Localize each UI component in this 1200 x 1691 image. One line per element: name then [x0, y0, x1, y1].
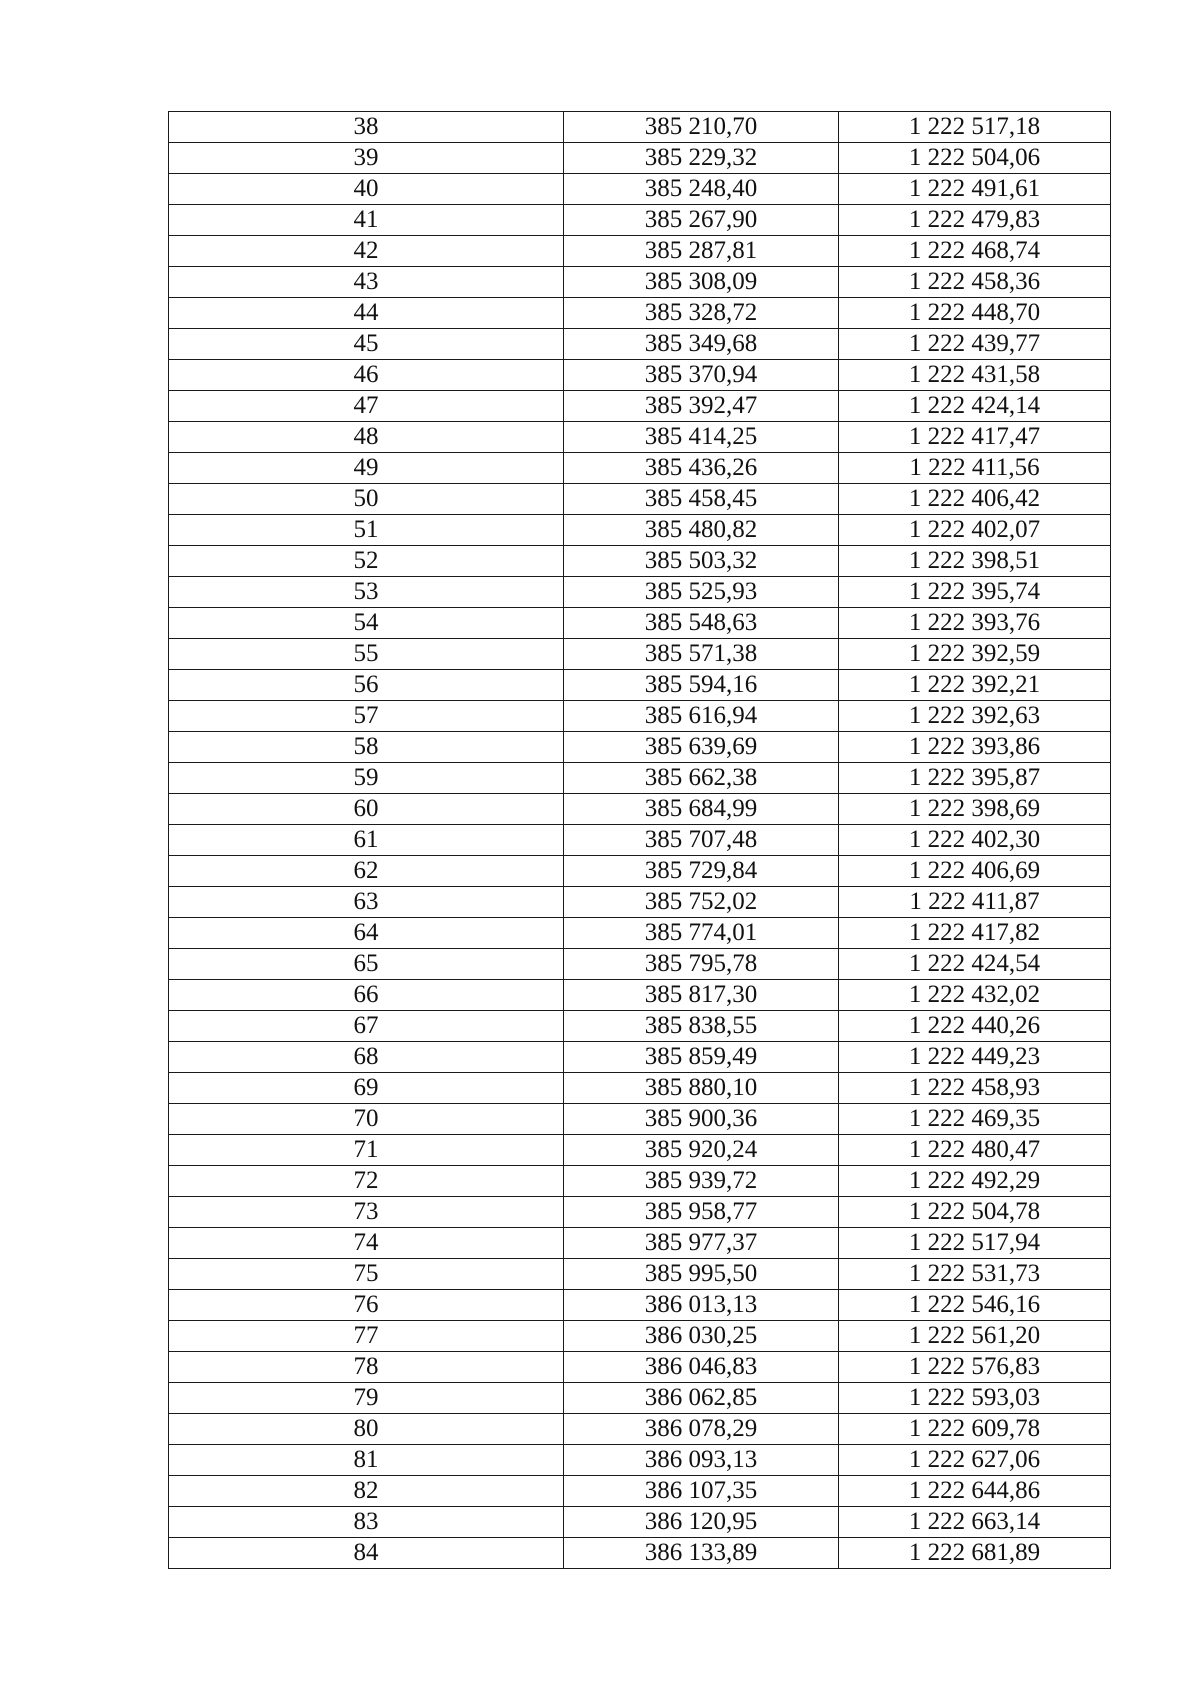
- point-number-cell: 39: [169, 143, 564, 174]
- point-number-cell: 56: [169, 670, 564, 701]
- point-number-cell: 59: [169, 763, 564, 794]
- point-number-cell: 54: [169, 608, 564, 639]
- y-coordinate-cell: 1 222 593,03: [839, 1383, 1111, 1414]
- y-coordinate-cell: 1 222 576,83: [839, 1352, 1111, 1383]
- table-row: [169, 856, 1111, 887]
- x-coordinate-cell: 385 248,40: [564, 174, 839, 205]
- x-coordinate-cell: 385 880,10: [564, 1073, 839, 1104]
- x-coordinate-cell: 385 662,38: [564, 763, 839, 794]
- y-coordinate-cell: 1 222 448,70: [839, 298, 1111, 329]
- table-row: [169, 391, 1111, 422]
- point-number-cell: 64: [169, 918, 564, 949]
- table-row: [169, 484, 1111, 515]
- table-row: [169, 918, 1111, 949]
- point-number-cell: 68: [169, 1042, 564, 1073]
- table-row: [169, 1104, 1111, 1135]
- table-row: [169, 980, 1111, 1011]
- table-row: [169, 577, 1111, 608]
- y-coordinate-cell: 1 222 411,87: [839, 887, 1111, 918]
- y-coordinate-cell: 1 222 406,69: [839, 856, 1111, 887]
- y-coordinate-cell: 1 222 458,93: [839, 1073, 1111, 1104]
- y-coordinate-cell: 1 222 517,18: [839, 112, 1111, 143]
- x-coordinate-cell: 386 046,83: [564, 1352, 839, 1383]
- table-row: [169, 546, 1111, 577]
- y-coordinate-cell: 1 222 644,86: [839, 1476, 1111, 1507]
- y-coordinate-cell: 1 222 392,63: [839, 701, 1111, 732]
- x-coordinate-cell: 385 900,36: [564, 1104, 839, 1135]
- point-number-cell: 73: [169, 1197, 564, 1228]
- y-coordinate-cell: 1 222 402,30: [839, 825, 1111, 856]
- y-coordinate-cell: 1 222 504,78: [839, 1197, 1111, 1228]
- table-row: [169, 825, 1111, 856]
- table-row: [169, 949, 1111, 980]
- table-row: [169, 205, 1111, 236]
- table-row: [169, 143, 1111, 174]
- point-number-cell: 38: [169, 112, 564, 143]
- point-number-cell: 41: [169, 205, 564, 236]
- y-coordinate-cell: 1 222 609,78: [839, 1414, 1111, 1445]
- table-row: [169, 1476, 1111, 1507]
- point-number-cell: 82: [169, 1476, 564, 1507]
- x-coordinate-cell: 385 267,90: [564, 205, 839, 236]
- point-number-cell: 70: [169, 1104, 564, 1135]
- point-number-cell: 72: [169, 1166, 564, 1197]
- point-number-cell: 63: [169, 887, 564, 918]
- x-coordinate-cell: 385 729,84: [564, 856, 839, 887]
- point-number-cell: 84: [169, 1538, 564, 1569]
- point-number-cell: 48: [169, 422, 564, 453]
- y-coordinate-cell: 1 222 395,87: [839, 763, 1111, 794]
- y-coordinate-cell: 1 222 681,89: [839, 1538, 1111, 1569]
- point-number-cell: 81: [169, 1445, 564, 1476]
- coordinates-table: [168, 111, 1111, 1569]
- point-number-cell: 60: [169, 794, 564, 825]
- x-coordinate-cell: 385 571,38: [564, 639, 839, 670]
- table-row: [169, 887, 1111, 918]
- x-coordinate-cell: 385 229,32: [564, 143, 839, 174]
- x-coordinate-cell: 386 093,13: [564, 1445, 839, 1476]
- y-coordinate-cell: 1 222 402,07: [839, 515, 1111, 546]
- table-row: [169, 298, 1111, 329]
- x-coordinate-cell: 385 995,50: [564, 1259, 839, 1290]
- x-coordinate-cell: 385 503,32: [564, 546, 839, 577]
- x-coordinate-cell: 385 977,37: [564, 1228, 839, 1259]
- table-row: [169, 1228, 1111, 1259]
- table-row: [169, 763, 1111, 794]
- point-number-cell: 47: [169, 391, 564, 422]
- table-row: [169, 1352, 1111, 1383]
- point-number-cell: 50: [169, 484, 564, 515]
- coordinates-table-body: [169, 112, 1111, 1569]
- point-number-cell: 78: [169, 1352, 564, 1383]
- x-coordinate-cell: 386 120,95: [564, 1507, 839, 1538]
- y-coordinate-cell: 1 222 398,51: [839, 546, 1111, 577]
- y-coordinate-cell: 1 222 392,59: [839, 639, 1111, 670]
- point-number-cell: 45: [169, 329, 564, 360]
- table-row: [169, 1538, 1111, 1569]
- point-number-cell: 40: [169, 174, 564, 205]
- point-number-cell: 66: [169, 980, 564, 1011]
- x-coordinate-cell: 386 062,85: [564, 1383, 839, 1414]
- x-coordinate-cell: 385 458,45: [564, 484, 839, 515]
- point-number-cell: 53: [169, 577, 564, 608]
- point-number-cell: 83: [169, 1507, 564, 1538]
- table-row: [169, 1073, 1111, 1104]
- table-row: [169, 1259, 1111, 1290]
- y-coordinate-cell: 1 222 393,86: [839, 732, 1111, 763]
- y-coordinate-cell: 1 222 392,21: [839, 670, 1111, 701]
- x-coordinate-cell: 385 370,94: [564, 360, 839, 391]
- y-coordinate-cell: 1 222 449,23: [839, 1042, 1111, 1073]
- y-coordinate-cell: 1 222 561,20: [839, 1321, 1111, 1352]
- table-row: [169, 1321, 1111, 1352]
- table-row: [169, 267, 1111, 298]
- y-coordinate-cell: 1 222 479,83: [839, 205, 1111, 236]
- table-row: [169, 1166, 1111, 1197]
- y-coordinate-cell: 1 222 424,54: [839, 949, 1111, 980]
- point-number-cell: 43: [169, 267, 564, 298]
- x-coordinate-cell: 385 525,93: [564, 577, 839, 608]
- point-number-cell: 49: [169, 453, 564, 484]
- x-coordinate-cell: 385 616,94: [564, 701, 839, 732]
- table-row: [169, 639, 1111, 670]
- x-coordinate-cell: 385 752,02: [564, 887, 839, 918]
- table-row: [169, 1383, 1111, 1414]
- x-coordinate-cell: 385 707,48: [564, 825, 839, 856]
- x-coordinate-cell: 385 684,99: [564, 794, 839, 825]
- point-number-cell: 46: [169, 360, 564, 391]
- y-coordinate-cell: 1 222 491,61: [839, 174, 1111, 205]
- x-coordinate-cell: 386 078,29: [564, 1414, 839, 1445]
- point-number-cell: 79: [169, 1383, 564, 1414]
- y-coordinate-cell: 1 222 663,14: [839, 1507, 1111, 1538]
- point-number-cell: 69: [169, 1073, 564, 1104]
- point-number-cell: 42: [169, 236, 564, 267]
- x-coordinate-cell: 385 548,63: [564, 608, 839, 639]
- point-number-cell: 55: [169, 639, 564, 670]
- table-row: [169, 236, 1111, 267]
- y-coordinate-cell: 1 222 431,58: [839, 360, 1111, 391]
- y-coordinate-cell: 1 222 393,76: [839, 608, 1111, 639]
- y-coordinate-cell: 1 222 439,77: [839, 329, 1111, 360]
- x-coordinate-cell: 385 480,82: [564, 515, 839, 546]
- point-number-cell: 75: [169, 1259, 564, 1290]
- point-number-cell: 57: [169, 701, 564, 732]
- y-coordinate-cell: 1 222 546,16: [839, 1290, 1111, 1321]
- point-number-cell: 65: [169, 949, 564, 980]
- y-coordinate-cell: 1 222 398,69: [839, 794, 1111, 825]
- point-number-cell: 74: [169, 1228, 564, 1259]
- y-coordinate-cell: 1 222 504,06: [839, 143, 1111, 174]
- table-row: [169, 732, 1111, 763]
- y-coordinate-cell: 1 222 417,82: [839, 918, 1111, 949]
- x-coordinate-cell: 385 308,09: [564, 267, 839, 298]
- x-coordinate-cell: 386 013,13: [564, 1290, 839, 1321]
- table-row: [169, 174, 1111, 205]
- y-coordinate-cell: 1 222 440,26: [839, 1011, 1111, 1042]
- table-row: [169, 453, 1111, 484]
- x-coordinate-cell: 385 958,77: [564, 1197, 839, 1228]
- table-row: [169, 1135, 1111, 1166]
- table-row: [169, 1042, 1111, 1073]
- table-row: [169, 1197, 1111, 1228]
- x-coordinate-cell: 385 328,72: [564, 298, 839, 329]
- x-coordinate-cell: 385 349,68: [564, 329, 839, 360]
- table-row: [169, 1290, 1111, 1321]
- x-coordinate-cell: 386 030,25: [564, 1321, 839, 1352]
- x-coordinate-cell: 385 639,69: [564, 732, 839, 763]
- table-row: [169, 701, 1111, 732]
- y-coordinate-cell: 1 222 468,74: [839, 236, 1111, 267]
- x-coordinate-cell: 385 392,47: [564, 391, 839, 422]
- point-number-cell: 71: [169, 1135, 564, 1166]
- point-number-cell: 61: [169, 825, 564, 856]
- y-coordinate-cell: 1 222 432,02: [839, 980, 1111, 1011]
- y-coordinate-cell: 1 222 395,74: [839, 577, 1111, 608]
- point-number-cell: 51: [169, 515, 564, 546]
- table-row: [169, 1011, 1111, 1042]
- table-row: [169, 515, 1111, 546]
- x-coordinate-cell: 386 133,89: [564, 1538, 839, 1569]
- table-row: [169, 608, 1111, 639]
- y-coordinate-cell: 1 222 424,14: [839, 391, 1111, 422]
- point-number-cell: 62: [169, 856, 564, 887]
- table-row: [169, 1445, 1111, 1476]
- table-row: [169, 360, 1111, 391]
- point-number-cell: 76: [169, 1290, 564, 1321]
- x-coordinate-cell: 385 939,72: [564, 1166, 839, 1197]
- table-row: [169, 329, 1111, 360]
- point-number-cell: 44: [169, 298, 564, 329]
- point-number-cell: 58: [169, 732, 564, 763]
- table-row: [169, 794, 1111, 825]
- table-row: [169, 422, 1111, 453]
- x-coordinate-cell: 385 920,24: [564, 1135, 839, 1166]
- point-number-cell: 52: [169, 546, 564, 577]
- y-coordinate-cell: 1 222 411,56: [839, 453, 1111, 484]
- x-coordinate-cell: 385 859,49: [564, 1042, 839, 1073]
- point-number-cell: 77: [169, 1321, 564, 1352]
- y-coordinate-cell: 1 222 469,35: [839, 1104, 1111, 1135]
- x-coordinate-cell: 385 594,16: [564, 670, 839, 701]
- point-number-cell: 67: [169, 1011, 564, 1042]
- point-number-cell: 80: [169, 1414, 564, 1445]
- x-coordinate-cell: 385 210,70: [564, 112, 839, 143]
- y-coordinate-cell: 1 222 406,42: [839, 484, 1111, 515]
- x-coordinate-cell: 386 107,35: [564, 1476, 839, 1507]
- x-coordinate-cell: 385 838,55: [564, 1011, 839, 1042]
- y-coordinate-cell: 1 222 517,94: [839, 1228, 1111, 1259]
- x-coordinate-cell: 385 287,81: [564, 236, 839, 267]
- table-row: [169, 1414, 1111, 1445]
- x-coordinate-cell: 385 436,26: [564, 453, 839, 484]
- x-coordinate-cell: 385 795,78: [564, 949, 839, 980]
- y-coordinate-cell: 1 222 492,29: [839, 1166, 1111, 1197]
- table-row: [169, 670, 1111, 701]
- x-coordinate-cell: 385 414,25: [564, 422, 839, 453]
- y-coordinate-cell: 1 222 417,47: [839, 422, 1111, 453]
- y-coordinate-cell: 1 222 627,06: [839, 1445, 1111, 1476]
- x-coordinate-cell: 385 774,01: [564, 918, 839, 949]
- y-coordinate-cell: 1 222 531,73: [839, 1259, 1111, 1290]
- x-coordinate-cell: 385 817,30: [564, 980, 839, 1011]
- y-coordinate-cell: 1 222 480,47: [839, 1135, 1111, 1166]
- table-row: [169, 1507, 1111, 1538]
- table-row: [169, 112, 1111, 143]
- y-coordinate-cell: 1 222 458,36: [839, 267, 1111, 298]
